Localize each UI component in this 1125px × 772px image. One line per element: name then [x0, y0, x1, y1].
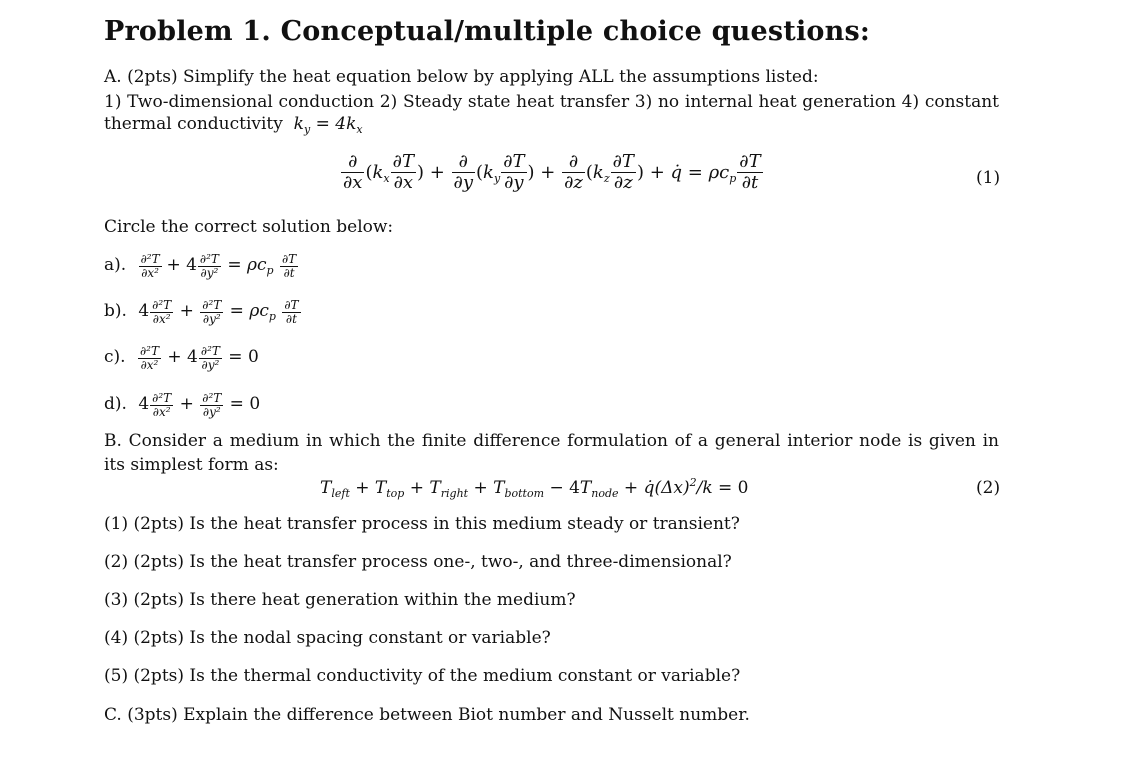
- conductivity-label: thermal conductivity: [104, 114, 283, 134]
- question-1: (1) (2pts) Is the heat transfer process in this medium steady or transient?: [104, 514, 740, 534]
- conductivity-relation: $k_y = 4k_x$: [288, 114, 363, 136]
- question-2: (2) (2pts) Is the heat transfer process one-, two-, and three-dimensional?: [104, 552, 732, 572]
- option-label: a).: [104, 254, 127, 275]
- part-a-assumptions-cont: [104, 114, 363, 134]
- option-label: c).: [104, 346, 126, 367]
- part-b-intro: B. Consider a medium in which the finite difference formulation of a general interior node is given in its simplest form as:: [104, 431, 999, 475]
- option-a[interactable]: a). $\frac{\text{∂²T}}{\text{∂x²}}$ + 4 $\frac{\text{∂²T}}{\text{∂y²}}$ = $\rho c_p$ $\frac{\partial T}{\partial t}$: [104, 252, 297, 280]
- equation-number-2: (2): [976, 478, 1001, 498]
- option-b[interactable]: b). 4 $\frac{\text{∂²T}}{\text{∂x²}}$ + $\frac{\text{∂²T}}{\text{∂y²}}$ = $\rho c_p$ $\frac{\partial T}{\partial t}$: [104, 298, 299, 326]
- circle-prompt: Circle the correct solution below:: [104, 217, 394, 237]
- part-a-assumptions: 1) Two-dimensional conduction 2) Steady state heat transfer 3) no internal heat generation 4) constant: [104, 92, 999, 112]
- question-3: (3) (2pts) Is there heat generation within the medium?: [104, 590, 576, 610]
- question-5: (5) (2pts) Is the thermal conductivity of the medium constant or variable?: [104, 666, 741, 686]
- finite-difference-equation: $T_{left} + T_{top} + T_{right} + T_{bottom} - 4T_{node}$ + $q̇(\Delta x)^2/k = 0$: [320, 476, 749, 500]
- option-label: b).: [104, 300, 127, 321]
- option-d[interactable]: d). 4 $\frac{\text{∂²T}}{\text{∂x²}}$ + $\frac{\text{∂²T}}{\text{∂y²}}$ = 0: [104, 391, 261, 419]
- option-c[interactable]: c). $\frac{\text{∂²T}}{\text{∂x²}}$ + 4 $\frac{\text{∂²T}}{\text{∂y²}}$ = 0: [104, 344, 259, 372]
- question-4: (4) (2pts) Is the nodal spacing constant or variable?: [104, 628, 551, 648]
- equation-number-1: (1): [976, 168, 1001, 188]
- part-a-prompt: A. (2pts) Simplify the heat equation below by applying ALL the assumptions listed:: [104, 67, 819, 87]
- option-label: d).: [104, 393, 127, 414]
- heat-equation: $\frac{\partial}{\partial x}$ ($k_x$ $\frac{\partial T}{\partial x}$ ) + $\frac{\partial}{\partial y}$ ($k_y$ $\frac{\partial T}{\partial y}$ ) + $\frac{\partial}{\partial z}$ ($k_z$ $\frac{\partial T}{\partial z}$ ) + q̇ = $\rho c_p$ $\frac{\partial T}{\partial t}$: [343, 151, 761, 193]
- problem-title: Problem 1. Conceptual/multiple choice questions:: [104, 16, 871, 47]
- part-c-text: C. (3pts) Explain the difference between Biot number and Nusselt number.: [104, 705, 750, 725]
